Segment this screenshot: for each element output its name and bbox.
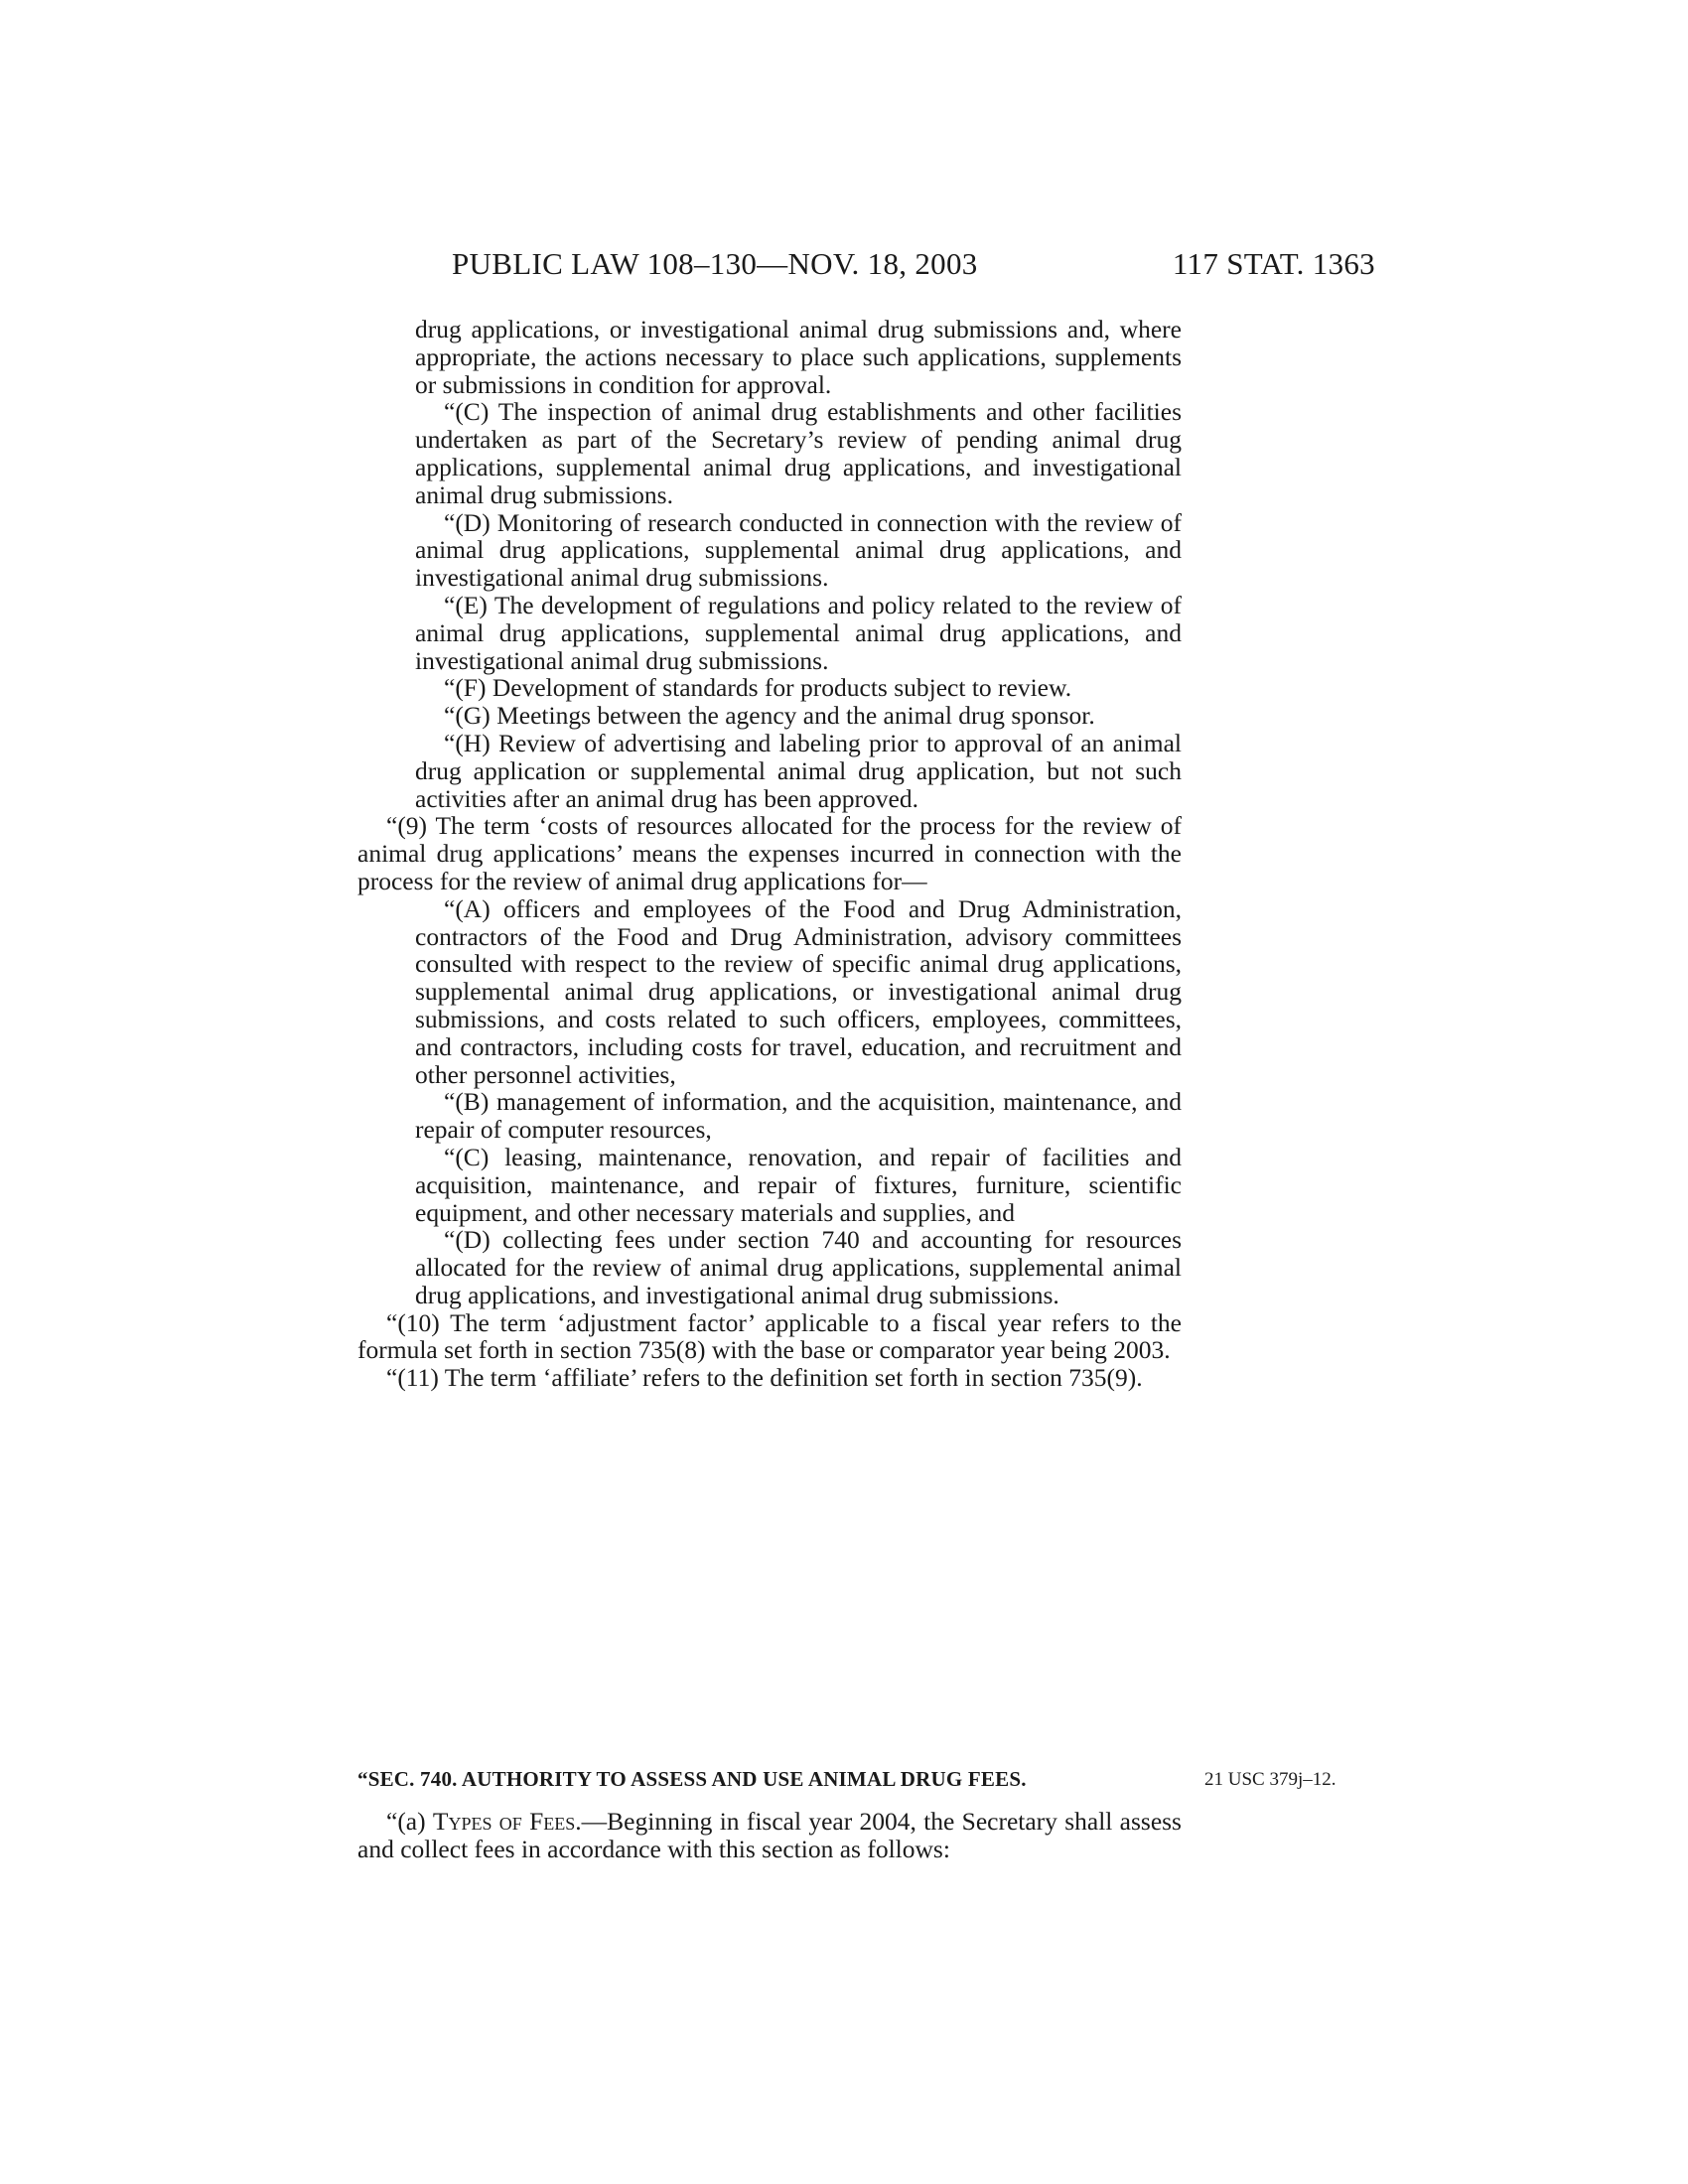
paragraph-continuation: drug applications, or investigational animal drug submissions and, where appropriate, the actions necessary to place such applications, supplements or submissions in condition for approval.	[415, 315, 1182, 399]
running-header	[452, 246, 1375, 286]
section-heading: “SEC. 740. AUTHORITY TO ASSESS AND USE ANIMAL DRUG FEES.	[357, 1767, 1027, 1791]
header-law-citation: PUBLIC LAW 108–130—NOV. 18, 2003	[452, 246, 978, 281]
paragraph-9d: “(D) collecting fees under section 740 and accounting for resources allocated for the review of animal drug applications, supplemental animal drug applications, and investigational animal drug submissions.	[415, 1225, 1182, 1309]
subsection-a-title: Types of Fees	[432, 1807, 576, 1836]
subsection-a-lead: “(a)	[386, 1807, 433, 1836]
paragraph-11: “(11) The term ‘affiliate’ refers to the definition set forth in section 735(9).	[386, 1363, 1143, 1393]
paragraph-9a: “(A) officers and employees of the Food and Drug Administration, contractors of the Food and Drug Administration, advisory committees consulted with respect to the review of specific animal drug applications, supplemental animal drug applications, or investigational animal drug submissions, and costs related to such officers, employees, committees, and contractors, including costs for travel, education, and recruitment and other personnel activities,	[415, 893, 1182, 1089]
paragraph-8c: “(C) The inspection of animal drug establishments and other facilities undertaken as part of the Secretary’s review of pending animal drug applications, supplemental animal drug applications, and investigational animal drug submissions.	[415, 397, 1182, 509]
header-stat-page: 117 STAT. 1363	[1172, 246, 1375, 281]
paragraph-9c: “(C) leasing, maintenance, renovation, and repair of facilities and acquisition, maintenance, and repair of fixtures, furniture, scientific equipment, and other necessary materials and supplies, and	[415, 1142, 1182, 1227]
paragraph-8h: “(H) Review of advertising and labeling prior to approval of an animal drug application or supplemental animal drug application, but not such activities after an animal drug has been approved.	[415, 728, 1182, 813]
subsection-a-text: .—Beginning in fiscal year 2004, the Secretary shall assess and collect fees in accordance with this section as follows:	[357, 1807, 1182, 1863]
paragraph-9b: “(B) management of information, and the acquisition, maintenance, and repair of computer resources,	[415, 1087, 1182, 1145]
paragraph-8e: “(E) The development of regulations and policy related to the review of animal drug applications, supplemental animal drug applications, and investigational animal drug submissions.	[415, 590, 1182, 675]
paragraph-8f: “(F) Development of standards for products subject to review.	[444, 673, 1072, 703]
paragraph-8g: “(G) Meetings between the agency and the animal drug sponsor.	[444, 701, 1095, 731]
body-text	[357, 316, 1182, 1392]
subsection-a-paragraph	[357, 1808, 1182, 1863]
paragraph-10: “(10) The term ‘adjustment factor’ applicable to a fiscal year refers to the formula set forth in section 735(8) with the base or comparator year being 2003.	[357, 1307, 1182, 1365]
usc-margin-note: 21 USC 379j–12.	[1204, 1769, 1336, 1790]
paragraph-8d: “(D) Monitoring of research conducted in connection with the review of animal drug applications, supplemental animal drug applications, and investigational animal drug submissions.	[415, 507, 1182, 593]
subsection-a	[357, 1808, 1182, 1863]
paragraph-9: “(9) The term ‘costs of resources allocated for the process for the review of animal drug applications’ means the expenses incurred in connection with the process for the review of animal drug applications for—	[357, 811, 1182, 895]
